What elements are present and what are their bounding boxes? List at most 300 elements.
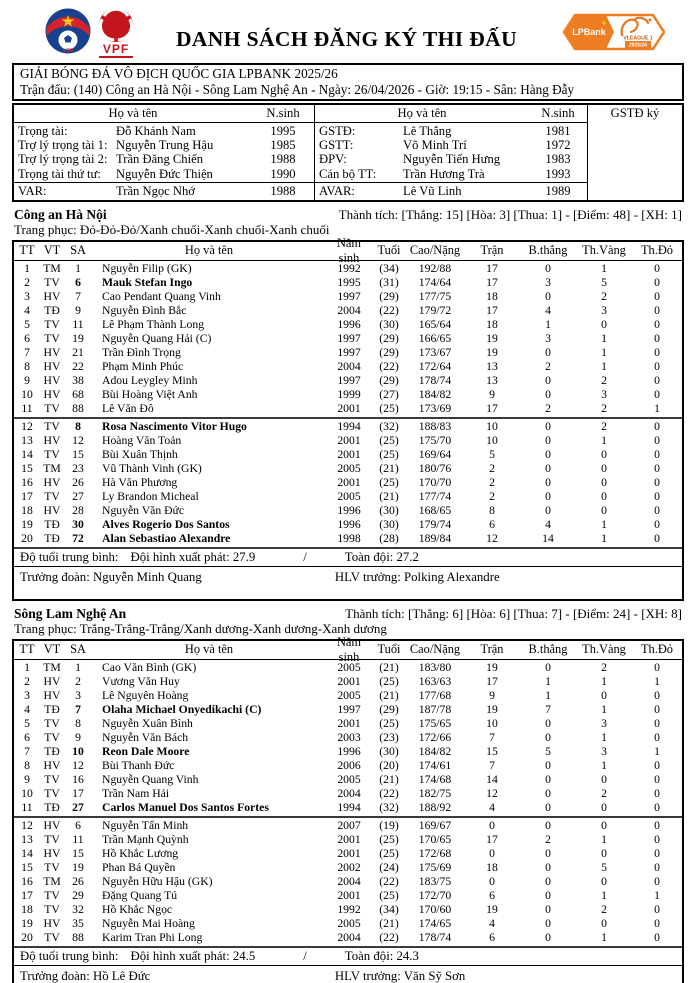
player-row (14, 374, 682, 388)
player-age: (25) (379, 447, 399, 461)
player-shirt-number: 15 (72, 447, 84, 461)
player-shirt-number: 12 (72, 433, 84, 447)
player-yellow-cards: 1 (601, 359, 607, 373)
player-index: 12 (21, 419, 33, 433)
team2-record: Thành tích: [Thắng: 6] [Hòa: 6] [Thua: 7] - [Điểm: 24] - [XH: 8] (345, 605, 682, 621)
vpf-logo (97, 6, 135, 59)
player-name: Nguyễn Mai Hoàng (102, 916, 195, 930)
player-red-cards: 1 (654, 888, 660, 902)
player-position: TĐ (44, 744, 60, 758)
player-heightweight: 174/65 (418, 916, 452, 930)
player-yellow-cards: 0 (601, 688, 607, 702)
col-tt: TT (19, 243, 35, 258)
player-index: 6 (24, 331, 30, 345)
player-name: Cao Pendant Quang Vinh (102, 289, 221, 303)
player-born: 2001 (337, 475, 361, 489)
team1-header (14, 207, 682, 222)
player-index: 14 (21, 846, 33, 860)
vpf-label: VPF (102, 41, 130, 56)
player-matches: 15 (486, 744, 498, 758)
player-shirt-number: 26 (72, 874, 84, 888)
player-goals: 0 (545, 289, 551, 303)
player-name: Vũ Thành Vinh (GK) (102, 461, 202, 475)
officials-left-rows (14, 123, 314, 182)
match-info-box (12, 63, 684, 101)
player-born: 1999 (337, 387, 361, 401)
player-name: Trần Nam Hải (102, 786, 170, 800)
player-shirt-number: 30 (72, 517, 84, 531)
player-position: TV (44, 489, 60, 503)
col-matches: Trận (480, 243, 504, 258)
player-name: Nguyễn Quang Vinh (102, 772, 199, 786)
player-red-cards: 1 (654, 674, 660, 688)
player-row (14, 532, 682, 546)
player-position: TV (44, 772, 60, 786)
player-shirt-number: 7 (75, 289, 81, 303)
player-position: HV (43, 818, 61, 832)
player-row (14, 490, 682, 504)
player-row (14, 917, 682, 931)
player-yellow-cards: 2 (601, 401, 607, 415)
player-shirt-number: 6 (75, 275, 81, 289)
player-red-cards: 0 (654, 289, 660, 303)
team1-name: Công an Hà Nội (14, 206, 107, 222)
player-heightweight: 177/68 (418, 688, 452, 702)
player-born: 2005 (337, 660, 361, 674)
player-heightweight: 183/80 (418, 660, 452, 674)
player-born: 1997 (337, 289, 361, 303)
player-row (14, 773, 682, 787)
player-born: 2004 (337, 303, 361, 317)
team1-roster-table (12, 235, 684, 601)
officials-left-header (14, 105, 314, 123)
player-shirt-number: 26 (72, 475, 84, 489)
col-name: Họ và tên (184, 642, 234, 657)
player-yellow-cards: 1 (601, 345, 607, 359)
official-name: Võ Minh Trí (403, 138, 467, 153)
player-matches: 8 (489, 503, 495, 517)
player-yellow-cards: 2 (601, 289, 607, 303)
player-index: 5 (24, 317, 30, 331)
player-position: TM (43, 874, 61, 888)
player-shirt-number: 11 (72, 317, 84, 331)
player-red-cards: 0 (654, 846, 660, 860)
player-index: 16 (21, 475, 33, 489)
player-matches: 17 (486, 674, 498, 688)
player-goals: 7 (545, 702, 551, 716)
player-shirt-number: 32 (72, 902, 84, 916)
player-name: Bùi Hoàng Việt Anh (102, 387, 198, 401)
col-heightweight: Cao/Nặng (409, 642, 461, 657)
player-heightweight: 188/83 (418, 419, 452, 433)
var-row (14, 182, 314, 200)
player-age: (22) (379, 930, 399, 944)
player-age: (21) (379, 489, 399, 503)
player-row (14, 661, 682, 675)
player-index: 6 (24, 730, 30, 744)
player-yellow-cards: 0 (601, 916, 607, 930)
player-index: 4 (24, 303, 30, 317)
player-age: (31) (379, 275, 399, 289)
player-row (14, 262, 682, 276)
player-index: 1 (24, 261, 30, 275)
player-red-cards: 0 (654, 419, 660, 433)
official-row (14, 167, 314, 181)
player-matches: 17 (486, 832, 498, 846)
player-index: 14 (21, 447, 33, 461)
player-heightweight: 188/92 (418, 800, 452, 814)
player-heightweight: 169/67 (418, 818, 452, 832)
player-name: Vương Văn Huy (102, 674, 180, 688)
player-row (14, 731, 682, 745)
player-age: (29) (379, 702, 399, 716)
player-position: TM (43, 261, 61, 275)
player-red-cards: 0 (654, 832, 660, 846)
vff-label: VFF (62, 48, 74, 55)
player-matches: 9 (489, 387, 495, 401)
avar-row (315, 182, 587, 200)
player-red-cards: 0 (654, 916, 660, 930)
player-name: Nguyễn Tấn Minh (102, 818, 189, 832)
player-goals: 0 (545, 860, 551, 874)
player-name: Nguyễn Hữu Hậu (GK) (102, 874, 213, 888)
team2-staff-row (14, 965, 682, 983)
player-age: (25) (379, 716, 399, 730)
player-position: HV (43, 688, 61, 702)
player-name: Hà Văn Phương (102, 475, 178, 489)
player-age: (24) (379, 860, 399, 874)
player-yellow-cards: 2 (601, 902, 607, 916)
official-role: Trợ lý trọng tài 2: (18, 152, 108, 167)
team2-starters (14, 660, 682, 816)
officials-right-header (315, 105, 587, 123)
official-role: Trọng tài thứ tư: (18, 166, 101, 181)
official-name: Nguyễn Đức Thiện (116, 166, 213, 181)
player-heightweight: 175/69 (418, 860, 452, 874)
player-shirt-number: 22 (72, 359, 84, 373)
col-sa: SA (70, 243, 86, 258)
player-born: 2004 (337, 786, 361, 800)
player-yellow-cards: 1 (601, 930, 607, 944)
avg-age-starters: Đội hình xuất phát: 27.9 (130, 549, 256, 564)
player-name: Alves Rogerio Dos Santos (102, 517, 230, 531)
player-red-cards: 0 (654, 359, 660, 373)
player-row (14, 847, 682, 861)
player-index: 5 (24, 716, 30, 730)
player-heightweight: 172/64 (418, 359, 452, 373)
name-header: Họ và tên (397, 106, 447, 120)
player-yellow-cards: 3 (601, 744, 607, 758)
col-yellow: Th.Vàng (582, 642, 626, 657)
player-heightweight: 174/61 (418, 758, 452, 772)
player-heightweight: 182/75 (418, 786, 452, 800)
player-heightweight: 165/64 (418, 317, 452, 331)
player-row (14, 819, 682, 833)
team1-kit: Trang phục: Đỏ-Đỏ-Đỏ/Xanh chuối-Xanh chuối-Xanh chuối (14, 221, 330, 237)
player-shirt-number: 19 (72, 331, 84, 345)
player-matches: 4 (489, 800, 495, 814)
player-index: 8 (24, 758, 30, 772)
col-born: Năm sinh (336, 235, 362, 265)
player-index: 2 (24, 275, 30, 289)
player-name: Reon Dale Moore (102, 744, 190, 758)
player-yellow-cards: 1 (601, 517, 607, 531)
player-goals: 0 (545, 916, 551, 930)
player-index: 19 (21, 517, 33, 531)
official-row (315, 167, 587, 181)
player-age: (25) (379, 846, 399, 860)
player-index: 16 (21, 874, 33, 888)
official-born: 1988 (270, 184, 296, 199)
player-goals: 0 (545, 660, 551, 674)
player-goals: 0 (545, 345, 551, 359)
player-goals: 2 (545, 832, 551, 846)
player-position: TĐ (44, 531, 60, 545)
player-index: 7 (24, 345, 30, 359)
player-heightweight: 177/75 (418, 289, 452, 303)
player-goals: 5 (545, 744, 551, 758)
player-red-cards: 0 (654, 475, 660, 489)
player-born: 2005 (337, 772, 361, 786)
player-position: HV (43, 387, 61, 401)
player-goals: 0 (545, 846, 551, 860)
player-goals: 0 (545, 730, 551, 744)
player-row (14, 388, 682, 402)
player-index: 20 (21, 531, 33, 545)
player-index: 3 (24, 688, 30, 702)
team1-roster-header (14, 235, 682, 265)
player-heightweight: 178/74 (418, 930, 452, 944)
left-logo-group (44, 6, 135, 59)
player-name: Phạm Minh Phúc (102, 359, 184, 373)
player-age: (22) (379, 786, 399, 800)
player-age: (30) (379, 503, 399, 517)
player-born: 1994 (337, 800, 361, 814)
player-heightweight: 173/69 (418, 401, 452, 415)
player-index: 2 (24, 674, 30, 688)
player-heightweight: 175/65 (418, 716, 452, 730)
player-shirt-number: 3 (75, 688, 81, 702)
player-index: 12 (21, 818, 33, 832)
player-goals: 0 (545, 461, 551, 475)
player-position: HV (43, 916, 61, 930)
player-position: TĐ (44, 702, 60, 716)
player-yellow-cards: 0 (601, 818, 607, 832)
player-age: (25) (379, 674, 399, 688)
player-row (14, 420, 682, 434)
player-goals: 0 (545, 758, 551, 772)
document-header (0, 0, 696, 62)
player-born: 1994 (337, 419, 361, 433)
player-heightweight: 189/84 (418, 531, 452, 545)
player-age: (29) (379, 373, 399, 387)
player-red-cards: 0 (654, 660, 660, 674)
player-goals: 2 (545, 359, 551, 373)
player-index: 3 (24, 289, 30, 303)
player-position: TV (44, 317, 60, 331)
player-name: Phan Bá Quyền (102, 860, 176, 874)
player-shirt-number: 8 (75, 419, 81, 433)
player-shirt-number: 2 (75, 674, 81, 688)
player-yellow-cards: 0 (601, 447, 607, 461)
player-position: HV (43, 503, 61, 517)
player-yellow-cards: 3 (601, 387, 607, 401)
player-age: (29) (379, 331, 399, 345)
official-name: Trần Hương Trà (403, 166, 485, 181)
player-born: 1997 (337, 373, 361, 387)
player-born: 2007 (337, 818, 361, 832)
player-heightweight: 172/68 (418, 846, 452, 860)
official-born: 1983 (545, 152, 571, 167)
avg-age-separator: / (303, 549, 307, 564)
player-age: (34) (379, 902, 399, 916)
player-born: 1992 (337, 261, 361, 275)
player-row (14, 518, 682, 532)
col-name: Họ và tên (184, 243, 234, 258)
player-index: 18 (21, 503, 33, 517)
player-yellow-cards: 0 (601, 489, 607, 503)
player-position: TV (44, 888, 60, 902)
team2-average-age-row (14, 946, 682, 965)
player-shirt-number: 27 (72, 800, 84, 814)
player-name: Trần Mạnh Quỳnh (102, 832, 189, 846)
player-row (14, 276, 682, 290)
player-born: 2005 (337, 916, 361, 930)
player-heightweight: 178/74 (418, 373, 452, 387)
player-matches: 17 (486, 401, 498, 415)
player-age: (19) (379, 818, 399, 832)
player-row (14, 689, 682, 703)
player-index: 13 (21, 433, 33, 447)
player-heightweight: 180/76 (418, 461, 452, 475)
player-red-cards: 0 (654, 874, 660, 888)
player-matches: 5 (489, 447, 495, 461)
player-heightweight: 183/75 (418, 874, 452, 888)
official-role: VAR: (18, 184, 47, 199)
col-age: Tuổi (377, 243, 401, 258)
player-name: Nguyễn Văn Bách (102, 730, 189, 744)
player-matches: 18 (486, 317, 498, 331)
player-matches: 0 (489, 846, 495, 860)
player-shirt-number: 29 (72, 888, 84, 902)
player-goals: 3 (545, 275, 551, 289)
player-goals: 2 (545, 401, 551, 415)
avg-age-label: Độ tuổi trung bình: (20, 549, 119, 564)
player-row (14, 360, 682, 374)
player-red-cards: 0 (654, 373, 660, 387)
player-goals: 0 (545, 772, 551, 786)
player-shirt-number: 7 (75, 702, 81, 716)
player-red-cards: 0 (654, 433, 660, 447)
player-row (14, 759, 682, 773)
player-yellow-cards: 0 (601, 846, 607, 860)
player-position: HV (43, 373, 61, 387)
player-matches: 6 (489, 930, 495, 944)
player-red-cards: 0 (654, 716, 660, 730)
player-position: TM (43, 461, 61, 475)
player-red-cards: 0 (654, 772, 660, 786)
born-header: N.sinh (541, 106, 575, 120)
player-heightweight: 170/65 (418, 832, 452, 846)
player-name: Hồ Khắc Ngọc (102, 902, 173, 916)
player-position: HV (43, 359, 61, 373)
player-red-cards: 0 (654, 702, 660, 716)
official-born: 1981 (545, 124, 571, 138)
official-born: 1993 (545, 166, 571, 181)
player-age: (22) (379, 303, 399, 317)
player-born: 2004 (337, 874, 361, 888)
player-position: HV (43, 289, 61, 303)
player-matches: 2 (489, 461, 495, 475)
col-goals: B.thắng (528, 642, 568, 657)
player-index: 1 (24, 660, 30, 674)
officials-right-block (315, 105, 588, 200)
player-goals: 0 (545, 261, 551, 275)
player-age: (21) (379, 916, 399, 930)
team2-header (14, 606, 682, 621)
team1-manager: Trưởng đoàn: Nguyễn Minh Quang (20, 569, 202, 584)
player-goals: 0 (545, 888, 551, 902)
player-heightweight: 179/74 (418, 517, 452, 531)
player-heightweight: 169/64 (418, 447, 452, 461)
player-row (14, 903, 682, 917)
official-name: Lê Vũ Linh (403, 184, 462, 199)
player-born: 2001 (337, 433, 361, 447)
player-name: Nguyễn Xuân Bình (102, 716, 193, 730)
player-heightweight: 170/60 (418, 902, 452, 916)
official-name: Nguyễn Trung Hậu (116, 138, 214, 153)
player-matches: 7 (489, 730, 495, 744)
player-goals: 0 (545, 447, 551, 461)
avg-age-squad: Toàn đội: 24.3 (344, 948, 419, 963)
player-matches: 10 (486, 419, 498, 433)
avg-age-squad: Toàn đội: 27.2 (344, 549, 419, 564)
player-born: 2001 (337, 888, 361, 902)
player-red-cards: 0 (654, 387, 660, 401)
player-red-cards: 0 (654, 758, 660, 772)
player-yellow-cards: 3 (601, 303, 607, 317)
player-born: 1997 (337, 702, 361, 716)
player-shirt-number: 15 (72, 846, 84, 860)
player-matches: 6 (489, 517, 495, 531)
col-red: Th.Đỏ (640, 243, 673, 258)
player-row (14, 675, 682, 689)
player-yellow-cards: 0 (601, 503, 607, 517)
player-matches: 19 (486, 660, 498, 674)
player-age: (20) (379, 758, 399, 772)
player-age: (34) (379, 261, 399, 275)
player-row (14, 875, 682, 889)
player-yellow-cards: 2 (601, 373, 607, 387)
player-name: Cao Văn Bình (GK) (102, 660, 197, 674)
player-shirt-number: 12 (72, 758, 84, 772)
player-age: (30) (379, 517, 399, 531)
player-goals: 0 (545, 419, 551, 433)
official-name: Trần Đăng Chiến (116, 152, 203, 167)
player-goals: 0 (545, 786, 551, 800)
col-vt: VT (43, 642, 61, 657)
player-red-cards: 0 (654, 303, 660, 317)
player-red-cards: 0 (654, 447, 660, 461)
player-born: 1995 (337, 275, 361, 289)
player-name: Bùi Xuân Thịnh (102, 447, 178, 461)
player-row (14, 434, 682, 448)
player-matches: 17 (486, 275, 498, 289)
player-red-cards: 0 (654, 730, 660, 744)
player-shirt-number: 16 (72, 772, 84, 786)
player-born: 2001 (337, 716, 361, 730)
player-shirt-number: 8 (75, 716, 81, 730)
